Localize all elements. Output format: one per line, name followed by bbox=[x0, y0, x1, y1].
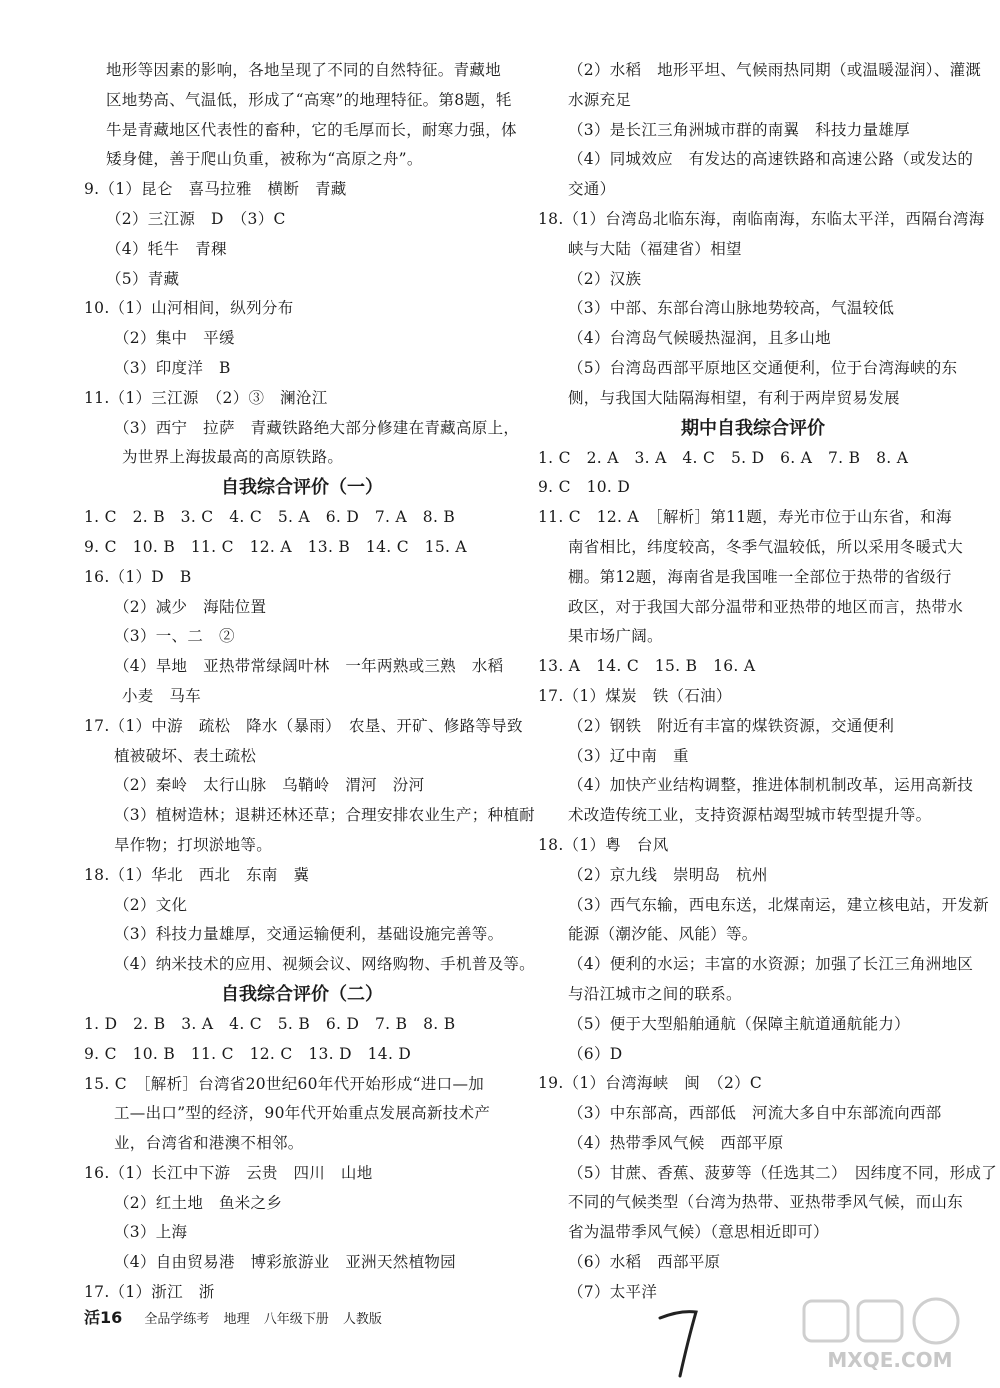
answer-line: 9. C 10. D bbox=[538, 478, 631, 497]
answer-line: 1. D 2. B 3. A 4. C 5. B 6. D 7. B 8. B bbox=[84, 1014, 456, 1033]
answer-line: （2）集中 平缓 bbox=[114, 329, 235, 348]
answer-line: （7）太平洋 bbox=[568, 1282, 658, 1301]
answer-line: 植被破坏、表土疏松 bbox=[114, 746, 257, 765]
svg-text:MXQE.COM: MXQE.COM bbox=[827, 1348, 953, 1372]
answer-line: 省为温带季风气候）（意思相近即可） bbox=[568, 1223, 829, 1242]
section-heading: 期中自我综合评价 bbox=[681, 417, 825, 439]
answer-line: （2）秦岭 太行山脉 乌鞘岭 渭河 汾河 bbox=[114, 776, 425, 795]
answer-line: （3）植树造林；退耕还林还草；合理安排农业生产；种植耐 bbox=[114, 806, 535, 825]
answer-line: 侧，与我国大陆隔海相望，有利于两岸贸易发展 bbox=[568, 388, 900, 407]
answer-line: （2）汉族 bbox=[568, 269, 642, 288]
answer-line: 1. C 2. A 3. A 4. C 5. D 6. A 7. B 8. A bbox=[538, 448, 909, 467]
page-footer bbox=[84, 1305, 604, 1331]
answer-line: （3）中部、东部台湾山脉地势较高，气温较低 bbox=[568, 299, 895, 318]
answer-line: （4）便利的水运；丰富的水资源；加强了长江三角洲地区 bbox=[568, 955, 974, 974]
answer-line: 峡与大陆（福建省）相望 bbox=[568, 239, 742, 258]
answer-line: （5）便于大型船舶通航（保障主航道通航能力） bbox=[568, 1014, 910, 1033]
answer-line: （4）纳米技术的应用、视频会议、网络购物、手机普及等。 bbox=[114, 955, 535, 974]
answer-line: 为世界上海拔最高的高原铁路。 bbox=[122, 448, 344, 467]
footer-subject: 地理 bbox=[223, 1312, 250, 1327]
answer-line: 南省相比，纬度较高，冬季气温较低，所以采用冬暖式大 bbox=[568, 537, 964, 556]
answer-line: 11. C 12. A ［解析］第11题，寿光市位于山东省，和海 bbox=[538, 508, 952, 527]
answer-line: 水源充足 bbox=[568, 90, 632, 109]
answer-line: 9.（1）昆仑 喜马拉雅 横断 青藏 bbox=[84, 180, 347, 199]
answer-line: 9. C 10. B 11. C 12. C 13. D 14. D bbox=[84, 1044, 412, 1063]
answer-line: （2）水稻 地形平坦、气候雨热同期（或温暖湿润）、灌溉 bbox=[568, 61, 982, 79]
answer-line: （6）D bbox=[568, 1044, 623, 1063]
answer-line: （3）辽中南 重 bbox=[568, 746, 689, 765]
answer-line: （2）京九线 崇明岛 杭州 bbox=[568, 865, 768, 884]
answer-line: （4）同城效应 有发达的高速铁路和高速公路（或发达的 bbox=[568, 150, 974, 169]
answer-line: 1. C 2. B 3. C 4. C 5. A 6. D 7. A 8. B bbox=[84, 508, 456, 527]
answer-line: 11.（1）三江源 （2）③ 澜沧江 bbox=[84, 388, 328, 407]
left-column bbox=[84, 56, 535, 1308]
answer-line: 小麦 马车 bbox=[122, 686, 202, 705]
answer-line: 政区，对于我国大部分温带和亚热带的地区而言，热带水 bbox=[568, 597, 964, 616]
answer-line: （2）文化 bbox=[114, 895, 188, 914]
answer-line: 18.（1）华北 西北 东南 冀 bbox=[84, 865, 310, 884]
footer-series: 全品学练考 bbox=[144, 1312, 210, 1327]
answer-line: （4）旱地 亚热带常绿阔叶林 一年两熟或三熟 水稻 bbox=[114, 657, 504, 676]
answer-line: （4）台湾岛气候暖热湿润，且多山地 bbox=[568, 329, 831, 348]
answer-line: 术改造传统工业，支持资源枯竭型城市转型提升等。 bbox=[568, 806, 932, 825]
answer-line: 17.（1）浙江 浙 bbox=[84, 1283, 215, 1302]
answer-line: （2）钢铁 附近有丰富的煤铁资源，交通便利 bbox=[568, 716, 895, 735]
answer-line: （2）减少 海陆位置 bbox=[114, 597, 267, 616]
answer-line: 棚。第12题，海南省是我国唯一全部位于热带的省级行 bbox=[568, 567, 952, 586]
answer-line: （3）一、二 ② bbox=[114, 627, 235, 646]
answer-line: （3）印度洋 B bbox=[114, 358, 231, 377]
answer-line: 与沿江城市之间的联系。 bbox=[568, 984, 742, 1003]
answer-line: （3）是长江三角洲城市群的南翼 科技力量雄厚 bbox=[568, 120, 910, 139]
watermark-logo bbox=[800, 1295, 980, 1375]
answer-line: 果市场广阔。 bbox=[568, 627, 663, 646]
footer-grade: 八年级下册 bbox=[263, 1312, 329, 1327]
answer-line: 16.（1）D B bbox=[84, 567, 192, 586]
answer-line: 不同的气候类型（台湾为热带、亚热带季风气候，而山东 bbox=[568, 1193, 964, 1212]
page-number: 活16 bbox=[84, 1308, 123, 1327]
answer-line: （3）上海 bbox=[114, 1223, 188, 1242]
answer-line: 18.（1）粤 台风 bbox=[538, 835, 669, 854]
answer-line: 能源（潮汐能、风能）等。 bbox=[568, 925, 758, 944]
answer-line: 18.（1）台湾岛北临东海，南临南海，东临太平洋，西隔台湾海 bbox=[538, 209, 985, 228]
answer-line: 19.（1）台湾海峡 闽 （2）C bbox=[538, 1074, 763, 1093]
section-heading: 自我综合评价（一） bbox=[221, 477, 383, 499]
answer-line: （4）热带季风气候 西部平原 bbox=[568, 1133, 784, 1152]
answer-line: （6）水稻 西部平原 bbox=[568, 1253, 721, 1272]
answer-line: （5）甘蔗、香蕉、菠萝等（任选其二） 因纬度不同，形成了 bbox=[568, 1163, 998, 1182]
answer-line: 13. A 14. C 15. B 16. A bbox=[538, 657, 756, 676]
answer-line: 16.（1）长江中下游 云贵 四川 山地 bbox=[84, 1163, 373, 1182]
section-heading: 自我综合评价（二） bbox=[221, 983, 383, 1005]
answer-line: （2）红土地 鱼米之乡 bbox=[114, 1193, 283, 1212]
answer-line: 17.（1）煤炭 铁（石油） bbox=[538, 686, 732, 705]
answer-line: 矮身健，善于爬山负重，被称为“高原之舟”。 bbox=[106, 150, 423, 169]
answer-line: 9. C 10. B 11. C 12. A 13. B 14. C 15. A bbox=[84, 537, 467, 556]
answer-line: （3）中东部高，西部低 河流大多自中东部流向西部 bbox=[568, 1104, 942, 1123]
answer-line: （4）加快产业结构调整，推进体制机制改革，运用高新技 bbox=[568, 776, 974, 795]
answer-line: 15. C ［解析］台湾省20世纪60年代开始形成“进口—加 bbox=[84, 1074, 485, 1093]
answer-line: 地形等因素的影响，各地呈现了不同的自然特征。青藏地 bbox=[106, 61, 502, 79]
answer-line: （3）西宁 拉萨 青藏铁路绝大部分修建在青藏高原上， bbox=[114, 418, 520, 437]
answer-line: （5）台湾岛西部平原地区交通便利，位于台湾海峡的东 bbox=[568, 358, 958, 377]
answer-line: 10.（1）山河相间，纵列分布 bbox=[84, 299, 294, 318]
answer-line: （5）青藏 bbox=[106, 269, 180, 288]
answer-line: （3）西气东输，西电东送，北煤南运，建立核电站，开发新 bbox=[568, 895, 989, 914]
answer-line: 旱作物；打坝淤地等。 bbox=[114, 835, 273, 854]
footer-edition: 人教版 bbox=[342, 1312, 382, 1327]
answer-line: 17.（1）中游 疏松 降水（暴雨） 农垦、开矿、修路等导致 bbox=[84, 716, 523, 735]
right-column bbox=[538, 56, 998, 1308]
handwritten-mark bbox=[650, 1300, 710, 1380]
answer-line: 业，台湾省和港澳不相邻。 bbox=[114, 1134, 304, 1153]
answer-line: （4）牦牛 青稞 bbox=[106, 239, 227, 258]
answer-line: 牛是青藏地区代表性的畜种，它的毛厚而长，耐寒力强，体 bbox=[106, 120, 517, 139]
answer-line: （4）自由贸易港 博彩旅游业 亚洲天然植物园 bbox=[114, 1253, 456, 1272]
answer-line: （3）科技力量雄厚，交通运输便利，基础设施完善等。 bbox=[114, 925, 504, 944]
answer-line: （2）三江源 D （3）C bbox=[106, 209, 286, 228]
answer-line: 交通） bbox=[568, 180, 616, 199]
answer-line: 工—出口”型的经济，90年代开始重点发展高新技术产 bbox=[114, 1104, 491, 1123]
answer-line: 区地势高、气温低，形成了“高寒”的地理特征。第8题，牦 bbox=[106, 90, 512, 109]
